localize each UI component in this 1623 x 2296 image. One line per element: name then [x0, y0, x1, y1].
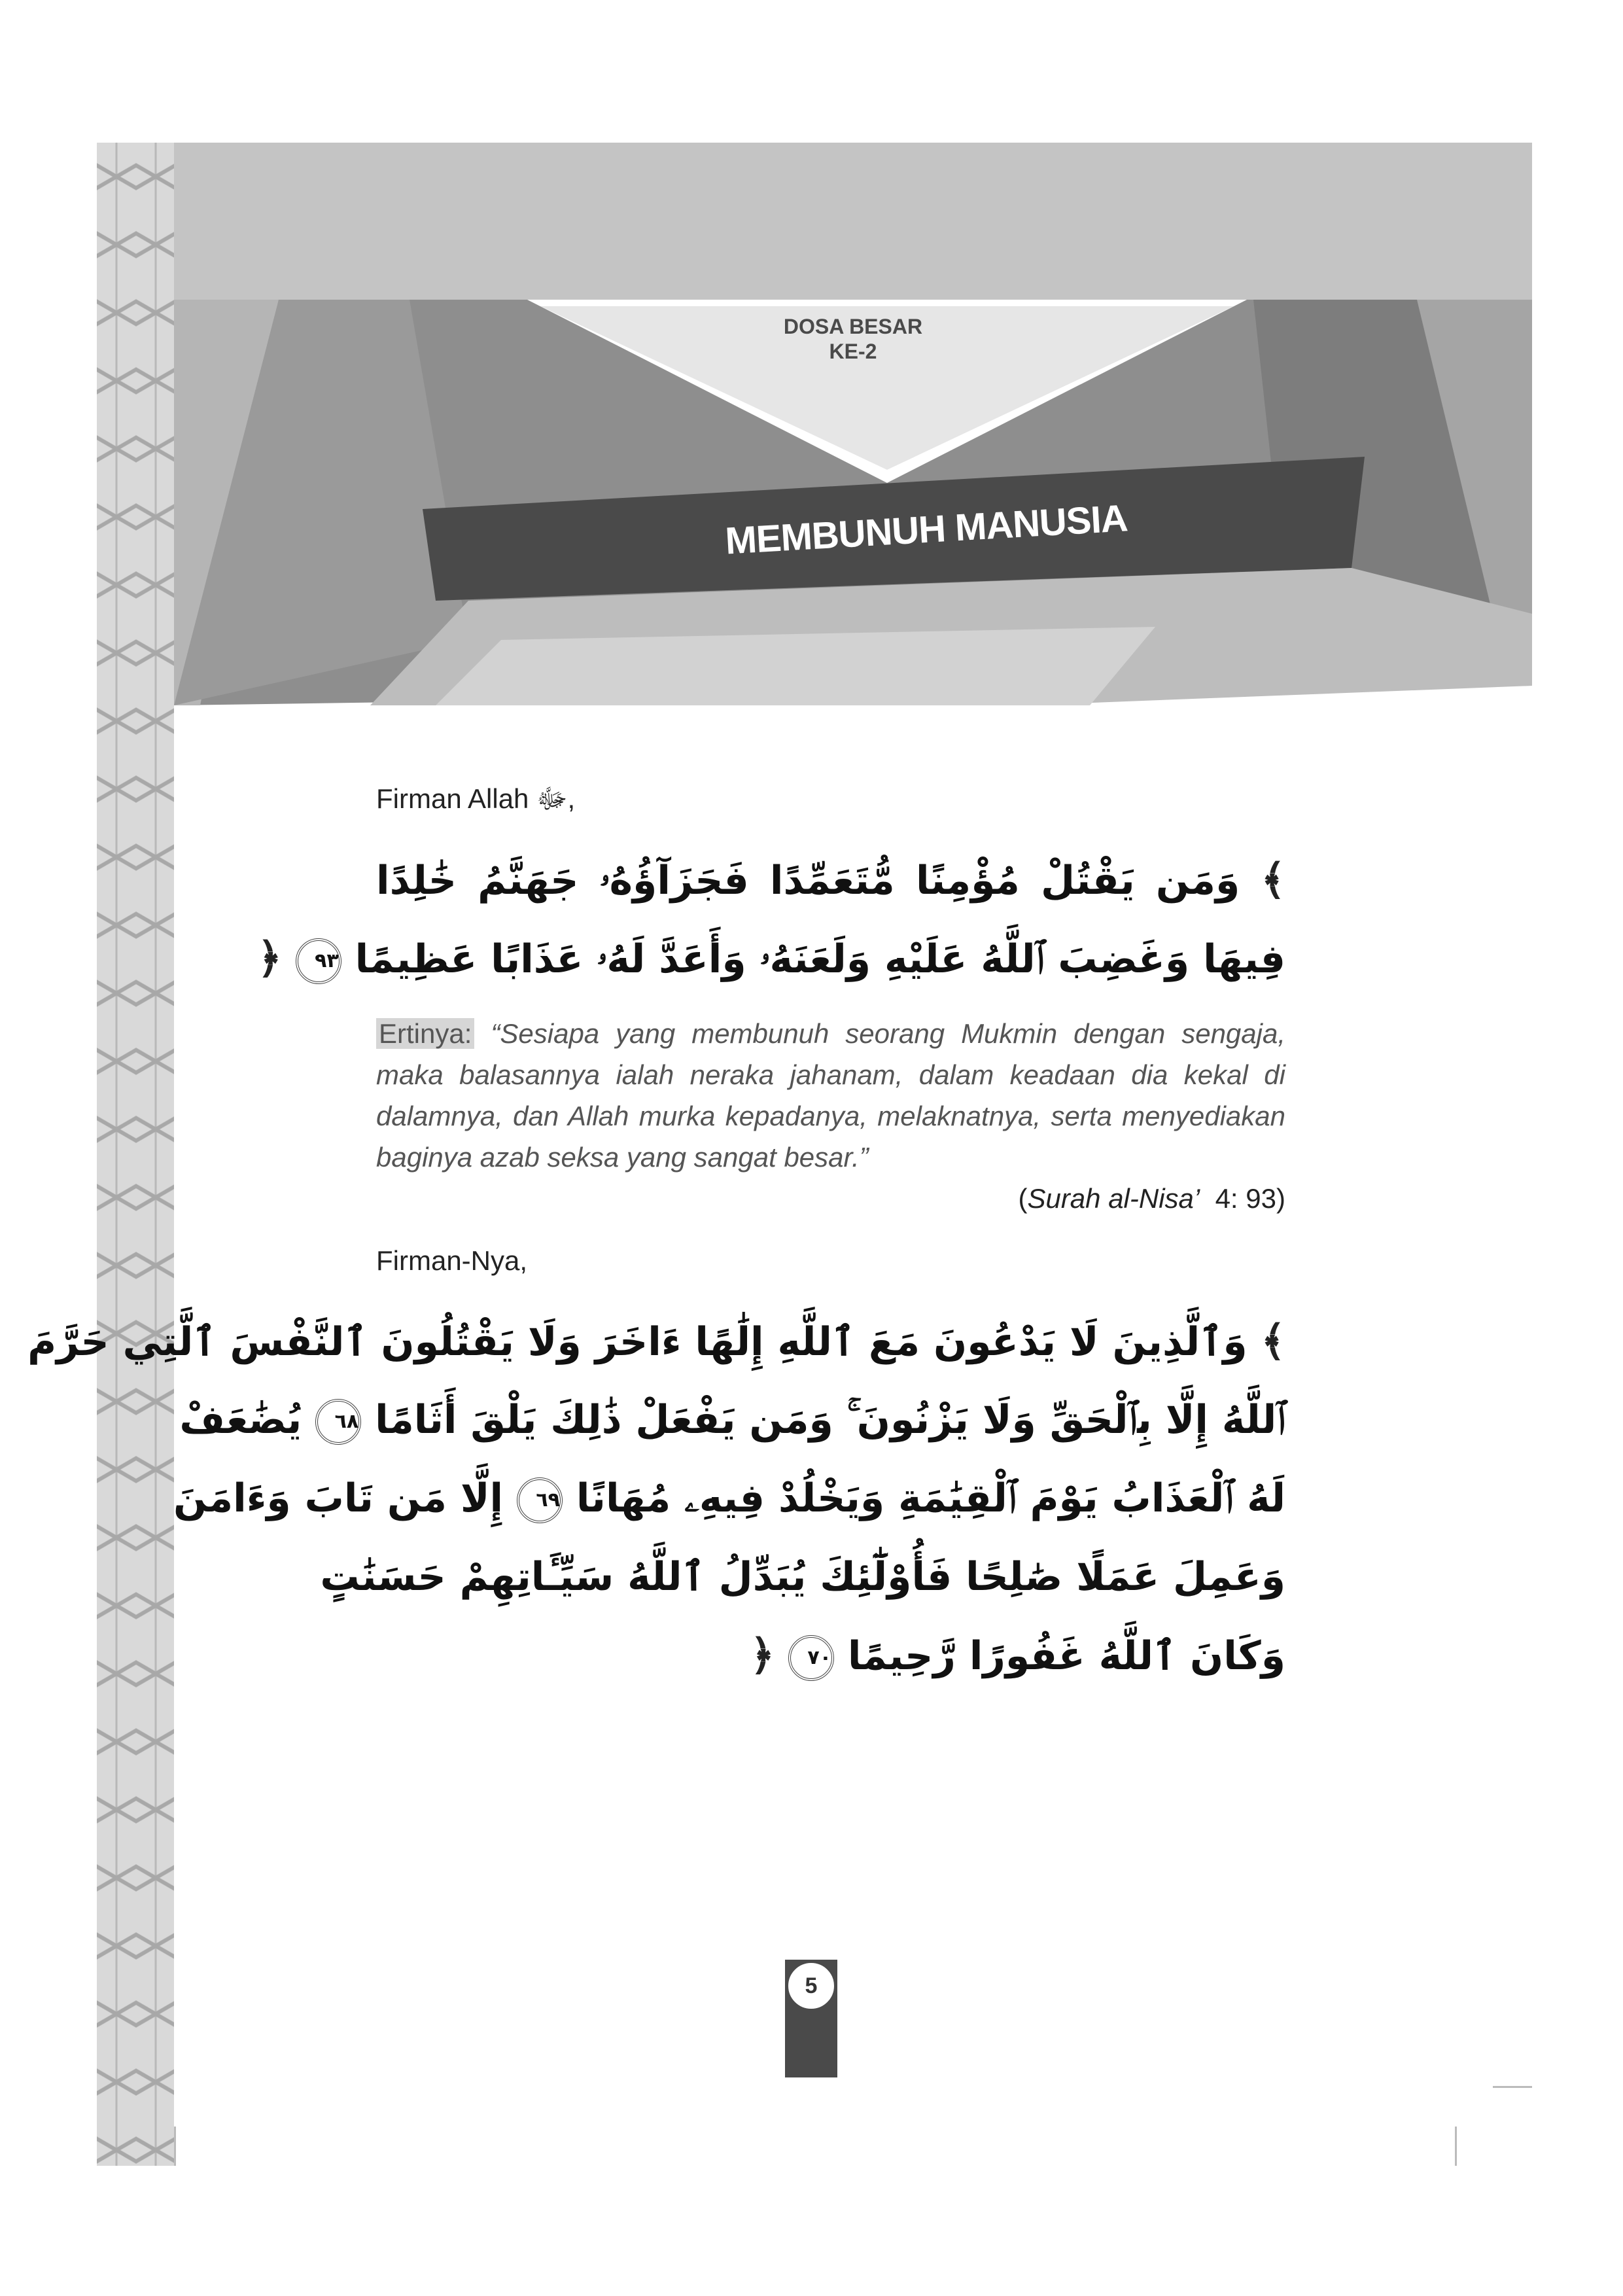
chapter-header-banner — [174, 143, 1532, 712]
ayah-line — [376, 841, 1285, 919]
reference-verse: 4: 93 — [1215, 1183, 1276, 1214]
verse-reference: (Surah al-Nisa’ 4: 93) — [1018, 1183, 1285, 1214]
ayah-text: إِلَّا مَن تَابَ وَءَامَنَ — [173, 1475, 504, 1521]
crop-mark — [174, 2127, 176, 2166]
crop-mark — [1455, 2127, 1457, 2166]
chapter-label-line1: DOSA BESAR — [783, 315, 923, 338]
ayah-close-bracket: ﴿ — [257, 934, 282, 983]
translation-label: Ertinya: — [376, 1018, 474, 1049]
decorative-side-strip — [97, 143, 174, 2166]
ayah-text: لَهُ ٱلْعَذَابُ يَوْمَ ٱلْقِيَٰمَةِ وَيَخْلُدْ فِيهِۦ مُهَانًا — [576, 1475, 1285, 1521]
header-background-graphic — [174, 143, 1532, 712]
reference-surah: Surah al-Nisa’ — [1027, 1183, 1200, 1214]
ayah-line — [27, 1302, 1285, 1381]
ayah-open-bracket: ﴾ — [1261, 856, 1285, 904]
section1-intro: Firman Allah ﷻ, — [376, 783, 576, 814]
ayah-line — [320, 1538, 1285, 1616]
ayah-text: فِيهَا وَغَضِبَ ٱللَّهُ عَلَيْهِ وَلَعَنَهُۥ وَأَعَدَّ لَهُۥ عَذَابًا عَظِيمًا — [355, 936, 1285, 982]
ayah-text: وَٱلَّذِينَ لَا يَدْعُونَ مَعَ ٱللَّهِ إِلَٰهًا ءَاخَرَ وَلَا يَقْتُلُونَ ٱلنَّفْسَ ٱلَّتِي حَرَّمَ — [27, 1319, 1248, 1365]
ayah-number-badge: ٩٣ — [296, 938, 341, 984]
ayah-text: وَمَن يَقْتُلْ مُؤْمِنًا مُّتَعَمِّدًا فَجَزَآؤُهُۥ جَهَنَّمُ خَٰلِدًا — [376, 858, 1240, 904]
ayah-open-bracket: ﴾ — [1261, 1317, 1285, 1366]
section2-intro: Firman-Nya, — [376, 1245, 528, 1276]
ayah-line — [173, 1459, 1285, 1538]
ayah-text: يُضَٰعَفْ — [179, 1397, 302, 1443]
ayah-number-badge: ٦٩ — [517, 1477, 563, 1523]
translation-paragraph — [376, 1013, 1285, 1178]
chapter-label-line2: KE-2 — [829, 340, 877, 363]
ayah-line — [257, 919, 1285, 998]
ayah-block-1 — [257, 841, 1285, 998]
chapter-label — [174, 314, 1532, 364]
ayah-text: وَكَانَ ٱللَّهُ غَفُورًا رَّحِيمًا — [847, 1633, 1285, 1679]
ayah-line — [179, 1381, 1285, 1459]
page-number: 5 — [785, 1960, 837, 2012]
ayah-number-badge: ٧٠ — [788, 1635, 834, 1681]
crop-mark — [1493, 2086, 1532, 2088]
ayah-line — [376, 1616, 1285, 1695]
ayah-close-bracket: ﴿ — [750, 1631, 775, 1680]
translation-text: “Sesiapa yang membunuh seorang Mukmin dengan sengaja, maka balasannya ialah neraka jahanam, dalam keadaan dia kekal di dalamnya, dan Allah murka kepadanya, melaknatnya, serta menyediakan baginya azab seksa yang sangat besar.” — [376, 1018, 1286, 1173]
ayah-block-2 — [27, 1302, 1285, 1695]
ayah-number-badge: ٦٨ — [315, 1399, 361, 1445]
chapter-title: MEMBUNUH MANUSIA — [724, 497, 1129, 563]
ayah-text: ٱللَّهُ إِلَّا بِٱلْحَقِّ وَلَا يَزْنُونَ ۚ وَمَن يَفْعَلْ ذَٰلِكَ يَلْقَ أَثَامًا — [375, 1397, 1285, 1443]
ayah-text: وَعَمِلَ عَمَلًا صَٰلِحًا فَأُوْلَٰٓئِكَ يُبَدِّلُ ٱللَّهُ سَيِّـَٔاتِهِمْ حَسَنَٰتٍ — [320, 1554, 1285, 1600]
